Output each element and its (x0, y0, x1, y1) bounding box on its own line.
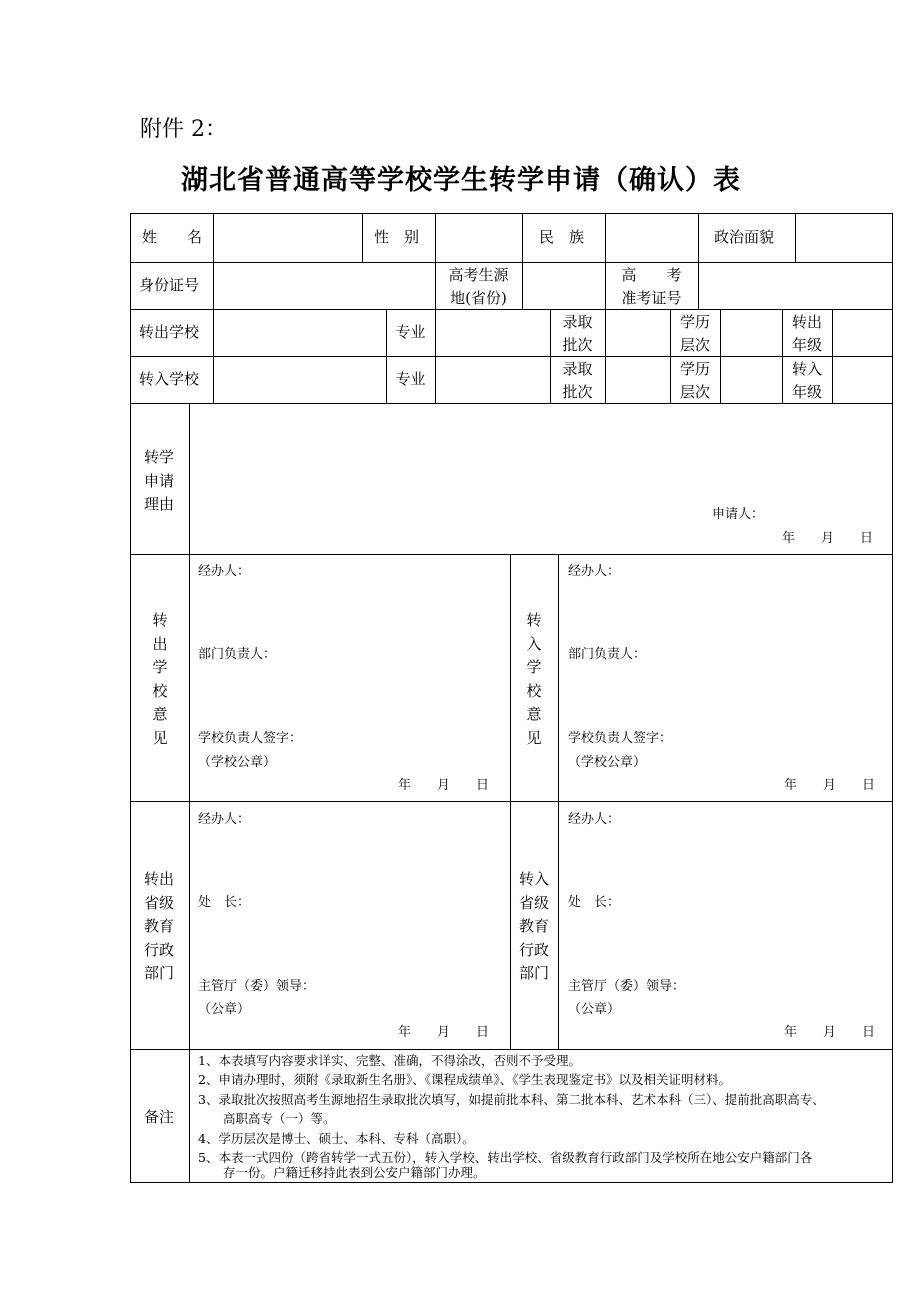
in-school-dept-head-label: 部门负责人： (568, 647, 647, 662)
name-label: 姓 名 (142, 228, 203, 246)
in-batch-field[interactable] (606, 357, 670, 403)
table-border-left (130, 213, 131, 1183)
gender-label: 性 别 (374, 228, 420, 246)
in-grade-label-line1: 转入 (791, 360, 822, 378)
out-school-handler-label: 经办人： (198, 564, 251, 579)
exam-origin-field[interactable] (523, 263, 605, 309)
in-level-field[interactable] (721, 357, 782, 403)
out-grade-label-line1: 转出 (791, 313, 822, 331)
in-dept-date: 年 月 日 (784, 1025, 876, 1040)
transfer-out-school-label: 转出学校 (139, 323, 200, 341)
ethnicity-field[interactable] (606, 214, 698, 262)
in-school-seal-label: （学校公章） (568, 755, 647, 770)
table-border-right (892, 213, 893, 1183)
attachment-label: 附件 2： (140, 117, 227, 142)
out-dept-director-label: 处 长： (198, 895, 251, 910)
remark-line-5: 5、本表一式四份（跨省转学一式五份），转入学校、转出学校、省级教育行政部门及学校所在地公安户籍部门各 (198, 1150, 813, 1165)
degree-level-label-line1: 学历 (679, 313, 710, 331)
degree-level-label-line1: 学历 (679, 360, 710, 378)
id-number-label: 身份证号 (139, 276, 200, 294)
applicant-signature-label: 申请人： (712, 507, 765, 522)
remarks-label: 备注 (144, 1108, 175, 1126)
gender-field[interactable] (436, 214, 522, 262)
transfer-in-school-label: 转入学校 (139, 370, 200, 388)
name-field[interactable] (214, 214, 362, 262)
admission-batch-label-line1: 录取 (562, 313, 593, 331)
out-grade-field[interactable] (833, 310, 892, 356)
out-school-dept-head-label: 部门负责人： (198, 647, 277, 662)
remark-line-1: 1、本表填写内容要求详实、完整、准确，不得涂改，否则不予受理。 (198, 1053, 581, 1068)
transfer-reason-label: 转学申请理由 (143, 448, 174, 513)
degree-level-label-line2: 层次 (679, 336, 710, 354)
transfer-in-edu-dept-label: 转入省级教育行政部门 (518, 870, 549, 982)
admission-batch-label-line1: 录取 (562, 360, 593, 378)
remark-line-4: 4、学历层次是博士、硕士、本科、专科（高职）。 (198, 1131, 475, 1146)
exam-ticket-label-line1: 高 考 (621, 266, 682, 284)
transfer-out-school-field[interactable] (214, 310, 386, 356)
in-dept-handler-label: 经办人： (568, 812, 621, 827)
application-form-table (130, 213, 893, 1183)
mid-col-divider (510, 554, 511, 1049)
exam-ticket-field[interactable] (699, 263, 892, 309)
out-dept-handler-label: 经办人： (198, 812, 251, 827)
transfer-out-school-opinion-label: 转出学校意见 (152, 611, 168, 747)
form-title: 湖北省普通高等学校学生转学申请（确认）表 (181, 165, 741, 196)
ethnicity-label: 民 族 (539, 228, 585, 246)
degree-level-label-line2: 层次 (679, 383, 710, 401)
in-dept-seal-label: （公章） (568, 1002, 621, 1017)
out-dept-seal-label: （公章） (198, 1002, 251, 1017)
col-divider (522, 213, 523, 262)
remark-line-3: 3、录取批次按照高考生源地招生录取批次填写，如提前批本科、第二批本科、艺术本科（三）、提前批高职高专、 (198, 1092, 825, 1107)
in-dept-director-label: 处 长： (568, 895, 621, 910)
in-school-date: 年 月 日 (784, 778, 876, 793)
major-label: 专业 (395, 323, 426, 341)
col-divider (362, 213, 363, 262)
out-level-field[interactable] (721, 310, 782, 356)
in-dept-opinion-field[interactable] (559, 802, 892, 1049)
out-dept-opinion-field[interactable] (190, 802, 510, 1049)
out-major-field[interactable] (436, 310, 550, 356)
in-major-field[interactable] (436, 357, 550, 403)
applicant-date: 年 月 日 (782, 531, 874, 546)
admission-batch-label-line2: 批次 (562, 336, 593, 354)
transfer-in-school-field[interactable] (214, 357, 386, 403)
out-school-seal-label: （学校公章） (198, 755, 277, 770)
out-school-opinion-field[interactable] (190, 555, 510, 801)
political-status-field[interactable] (796, 214, 892, 262)
exam-origin-label-line2: 地(省份) (450, 289, 507, 307)
row-divider (130, 1049, 893, 1050)
transfer-in-school-opinion-label: 转入学校意见 (526, 611, 542, 747)
exam-ticket-label-line2: 准考证号 (621, 289, 682, 307)
out-dept-date: 年 月 日 (398, 1025, 490, 1040)
remark-line-5-cont: 存一份。户籍迁移持此表到公安户籍部门办理。 (198, 1165, 486, 1180)
id-number-field[interactable] (214, 263, 435, 309)
in-grade-label-line2: 年级 (791, 383, 822, 401)
in-dept-leader-label: 主管厅（委）领导： (568, 979, 686, 994)
remark-line-3-cont: 高职高专（一）等。 (198, 1111, 336, 1126)
in-school-head-signature-label: 学校负责人签字： (568, 731, 673, 746)
in-school-opinion-field[interactable] (559, 555, 892, 801)
major-label: 专业 (395, 370, 426, 388)
in-school-handler-label: 经办人： (568, 564, 621, 579)
remark-line-2: 2、申请办理时，须附《录取新生名册》、《课程成绩单》、《学生表现鉴定书》以及相关证明材料。 (198, 1072, 731, 1087)
political-status-label: 政治面貌 (714, 228, 775, 246)
out-dept-leader-label: 主管厅（委）领导： (198, 979, 316, 994)
out-school-date: 年 月 日 (398, 778, 490, 793)
col-divider (698, 213, 699, 262)
out-batch-field[interactable] (606, 310, 670, 356)
out-school-head-signature-label: 学校负责人签字： (198, 731, 303, 746)
admission-batch-label-line2: 批次 (562, 383, 593, 401)
exam-origin-label-line1: 高考生源 (448, 266, 509, 284)
transfer-out-edu-dept-label: 转出省级教育行政部门 (143, 870, 174, 982)
in-grade-field[interactable] (833, 357, 892, 403)
out-grade-label-line2: 年级 (791, 336, 822, 354)
